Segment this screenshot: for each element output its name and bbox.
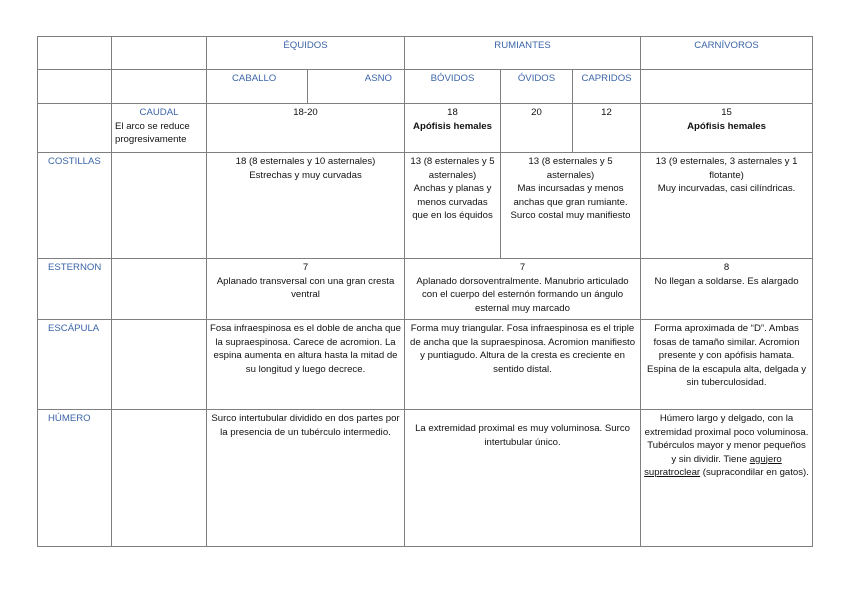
esternon-carnivoros-cell xyxy=(641,259,813,320)
caudal-note: El arco se reduce progresivamente xyxy=(115,120,190,145)
esternon-rumiantes-count: 7 xyxy=(519,262,526,273)
species-bovidos: BÓVIDOS xyxy=(405,70,501,104)
costillas-ovidos-capridos: 13 (8 esternales y 5 asternales) Mas incursadas y menos anchas que gran rumiante. Surco costal muy manifiesto xyxy=(501,153,641,259)
esternon-equidos-count: 7 xyxy=(302,262,309,273)
supratroclear-term: agujero supratroclear xyxy=(644,453,782,478)
group-equidos: ÉQUIDOS xyxy=(207,37,405,70)
esternon-rumiantes: Aplanado dorsoventralmente. Manubrio articulado con el cuerpo del esternón formando un ángulo esternal muy marcado xyxy=(416,275,629,314)
costillas-equidos: 18 (8 esternales y 10 asternales) Estrechas y muy curvadas xyxy=(207,153,405,259)
caudal-equidos: 18-20 xyxy=(207,104,405,153)
caudal-ovidos: 20 xyxy=(501,104,573,153)
caudal-bovidos-cell xyxy=(405,104,501,153)
group-carnivoros: CARNÍVOROS xyxy=(641,37,813,70)
esternon-carnivoros: No llegan a soldarse. Es alargado xyxy=(654,275,799,287)
costillas-carnivoros: 13 (9 esternales, 3 asternales y 1 flotante) Muy incurvadas, casi cilíndricas. xyxy=(641,153,813,259)
escapula-carnivoros: Forma aproximada de “D”. Ambas fosas de tamaño similar. Acromion presente y con apófisis hamata. Espina de la escapula alta, delgada y sin tuberculosidad. xyxy=(641,320,813,410)
corner-cell xyxy=(38,37,112,70)
caudal-carnivoros: 15 xyxy=(721,107,732,118)
caudal-carnivoros-note: Apófisis hemales xyxy=(687,120,766,132)
row-label: ESCÁPULA xyxy=(38,320,112,410)
row-label: ESTERNON xyxy=(38,259,112,320)
row-label: HÚMERO xyxy=(38,410,112,547)
caudal-capridos: 12 xyxy=(573,104,641,153)
caudal-label-cell xyxy=(112,104,207,153)
row-label: CAUDAL xyxy=(139,107,179,118)
escapula-rumiantes: Forma muy triangular. Fosa infraespinosa es el triple de ancha que la supraespinosa. Acromion manifiesto y puntiagudo. Altura de la cresta es creciente en sentido distal. xyxy=(405,320,641,410)
humero-equidos: Surco intertubular dividido en dos partes por la presencia de un tubérculo intermedio. xyxy=(207,410,405,547)
caudal-carnivoros-cell xyxy=(641,104,813,153)
anatomy-comparison-table xyxy=(37,36,813,547)
species-caballo: CABALLO xyxy=(207,70,308,104)
esternon-equidos: Aplanado transversal con una gran cresta ventral xyxy=(216,275,395,300)
group-header-row xyxy=(38,37,813,70)
row-label: COSTILLAS xyxy=(38,153,112,259)
species-header-row xyxy=(38,70,813,104)
humero-carnivoros: Húmero largo y delgado, con la extremidad proximal poco voluminosa. Tubérculos mayor y menor pequeños y sin dividir. Tiene xyxy=(644,413,809,465)
escapula-equidos: Fosa infraespinosa es el doble de ancha que la supraespinosa. Carece de acromion. La espina aumenta en altura hasta la mitad de su longitud y luego decrece. xyxy=(207,320,405,410)
esternon-carnivoros-count: 8 xyxy=(723,262,730,273)
empty-header-cell xyxy=(112,37,207,70)
species-capridos: CAPRIDOS xyxy=(573,70,641,104)
esternon-equidos-cell xyxy=(207,259,405,320)
row-esternon xyxy=(38,259,813,320)
caudal-bovidos: 18 xyxy=(447,107,458,118)
humero-carnivoros-end: (supracondilar en gatos). xyxy=(702,467,809,478)
species-ovidos: ÓVIDOS xyxy=(501,70,573,104)
humero-rumiantes: La extremidad proximal es muy voluminosa. Surco intertubular único. xyxy=(405,410,641,547)
caudal-bovidos-note: Apófisis hemales xyxy=(413,120,492,132)
row-costillas xyxy=(38,153,813,259)
species-asno: ASNO xyxy=(308,70,405,104)
costillas-bovidos: 13 (8 esternales y 5 asternales) Anchas y planas y menos curvadas que en los équidos xyxy=(405,153,501,259)
esternon-rumiantes-cell xyxy=(405,259,641,320)
humero-carnivoros-cell xyxy=(641,410,813,547)
row-escapula xyxy=(38,320,813,410)
row-humero xyxy=(38,410,813,547)
group-rumiantes: RUMIANTES xyxy=(405,37,641,70)
row-caudal xyxy=(38,104,813,153)
